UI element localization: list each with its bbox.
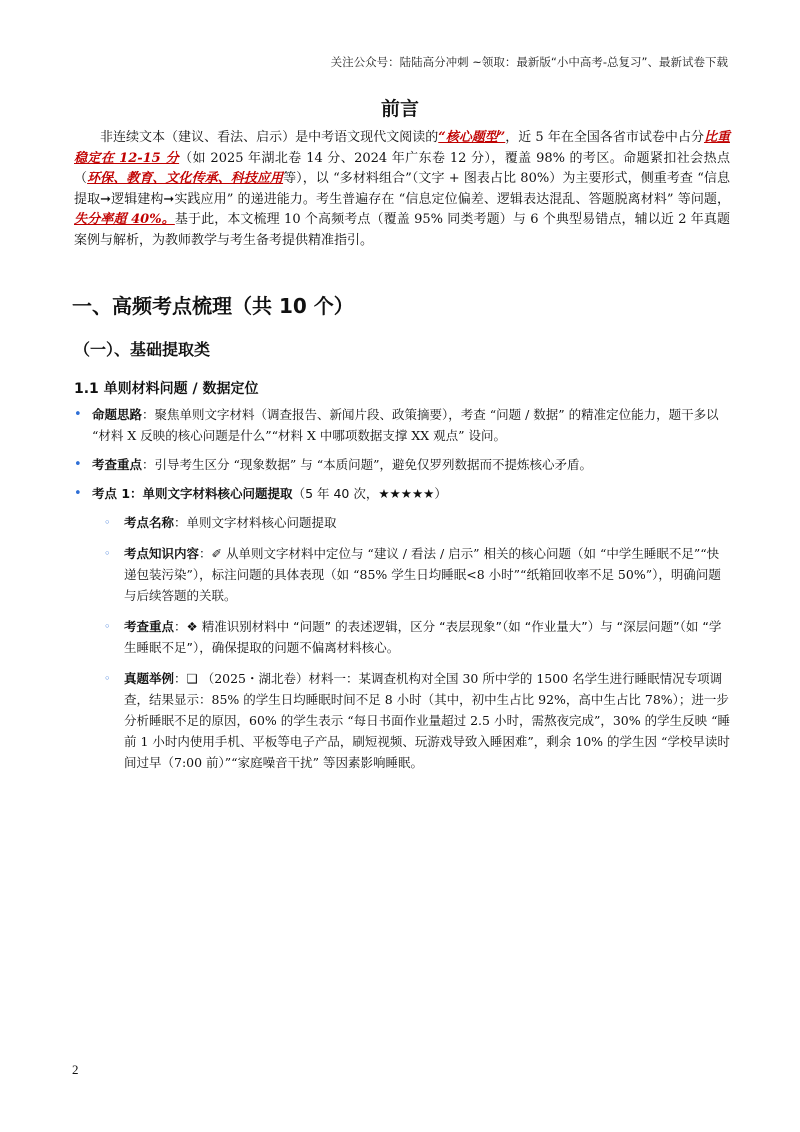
item-text: ：聚焦单则文字材料（调查报告、新闻片段、政策摘要），考查 “问题 / 数据” 的精准定位能力，题干多以 “材料 X 反映的核心问题是什么”“材料 X 中哪项数据支撑 XX 观点” 设问。 [92,407,719,443]
page-title: 前言 [380,98,419,120]
sub-item-text: ：✐ 从单则文字材料中定位与 “建议 / 看法 / 启示” 相关的核心问题（如 “中学生睡眠不足”“快递包装污染”），标注问题的具体表现（如 “85% 学生日均睡眠<8 小时”“纸箱回收率不足 50%”），明确问题与后续答题的关联。 [124,546,721,603]
preface-text: ，近 5 年在全国各省市试卷中占分 [505,130,704,145]
circle-bullet-icon: ◦ [104,620,111,633]
highlight-core-type: “核心题型” [438,130,506,145]
bullet-icon: • [74,486,82,501]
preface-text: 基于此，本文梳理 10 个高频考点（覆盖 95% 同类考题）与 6 个典型易错点，辅以近 2 年真题案例与解析，为教师教学与考生备考提供精准指引。 [74,212,730,248]
sub-list-item [74,543,730,606]
bullet-icon: • [74,457,82,472]
sub-list-item [74,668,730,773]
list-item [74,404,730,446]
circle-bullet-icon: ◦ [104,516,111,529]
item-meta: （5 年 40 次，★★★★★） [292,486,447,501]
highlight-loss-rate: 失分率超 40%。 [74,212,175,227]
item-label: 考点 1：单则文字材料核心问题提取 [92,486,293,501]
sub-item-label: 真题举例 [124,671,175,686]
sub-item-text: ：❑ （2025・湖北卷）材料一：某调查机构对全国 30 所中学的 1500 名学生进行睡眠情况专项调查，结果显示：85% 的学生日均睡眠时间不足 8 小时（其中，初中生占比 92%，高中生占比 78%）；进一步分析睡眠不足的原因，60% 的学生表示 “每日书面作业量超过 2.5 小时，需熬夜完成”，30% 的学生反映 “睡前 1 小时内使用手机、平板等电子产品，刷短视频、玩游戏导致入睡困难”，剩余 10% 的学生因 “学校早读时间过早（7:00 前）”“家庭噪音干扰” 等因素影响睡眠。 [124,671,730,770]
section-heading: 一、高频考点梳理（共 10 个） [72,294,354,318]
sub-item-label: 考点知识内容 [124,546,200,561]
sub-item-text: ：❖ 精准识别材料中 “问题” 的表述逻辑，区分 “表层现象”（如 “作业量大”）与 “深层问题”（如 “学生睡眠不足”），确保提取的问题不偏离材料核心。 [124,619,722,655]
topic-heading: 1.1 单则材料问题 / 数据定位 [74,381,259,397]
item-label: 命题思路 [92,407,143,422]
preface-text: （如 2025 年湖北卷 14 分、2024 年广东卷 12 分），覆盖 98% 的考区。命题紧扣社会热点（ [74,150,730,186]
sub-list-item [74,512,730,533]
sub-list-item [74,616,730,658]
circle-bullet-icon: ◦ [104,547,111,560]
highlight-score-share: 比重稳定在 12-15 分 [74,130,730,166]
highlight-hot-topics: 环保、教育、文化传承、科技应用 [87,171,284,186]
header-note: 关注公众号：陆陆高分冲刺 ~领取：最新版“小中高考-总复习”、最新试卷下载 [330,55,728,69]
subsection-heading: （一）、基础提取类 [74,340,211,359]
preface-text: 非连续文本（建议、看法、启示）是中考语文现代文阅读的 [100,130,439,145]
preface-text: 等），以 “多材料组合”（文字 + 图表占比 80%）为主要形式，侧重考查 “信息提取➞逻辑建构➞实践应用” 的递进能力。考生普遍存在 “信息定位偏差、逻辑表达混乱、答题脱离材料” 等问题， [74,171,730,207]
circle-bullet-icon: ◦ [104,672,111,685]
sub-item-label: 考点名称 [124,515,175,530]
bullet-list [74,404,730,783]
sub-item-label: 考查重点 [124,619,175,634]
item-label: 考查重点 [92,457,143,472]
sub-item-text: ：单则文字材料核心问题提取 [174,515,337,530]
list-item [74,483,730,504]
preface-paragraph [74,128,730,251]
bullet-icon: • [74,407,82,422]
page-number: 2 [72,1062,79,1077]
list-item [74,454,730,475]
item-text: ：引导考生区分 “现象数据” 与 “本质问题”，避免仅罗列数据而不提炼核心矛盾。 [142,457,592,472]
